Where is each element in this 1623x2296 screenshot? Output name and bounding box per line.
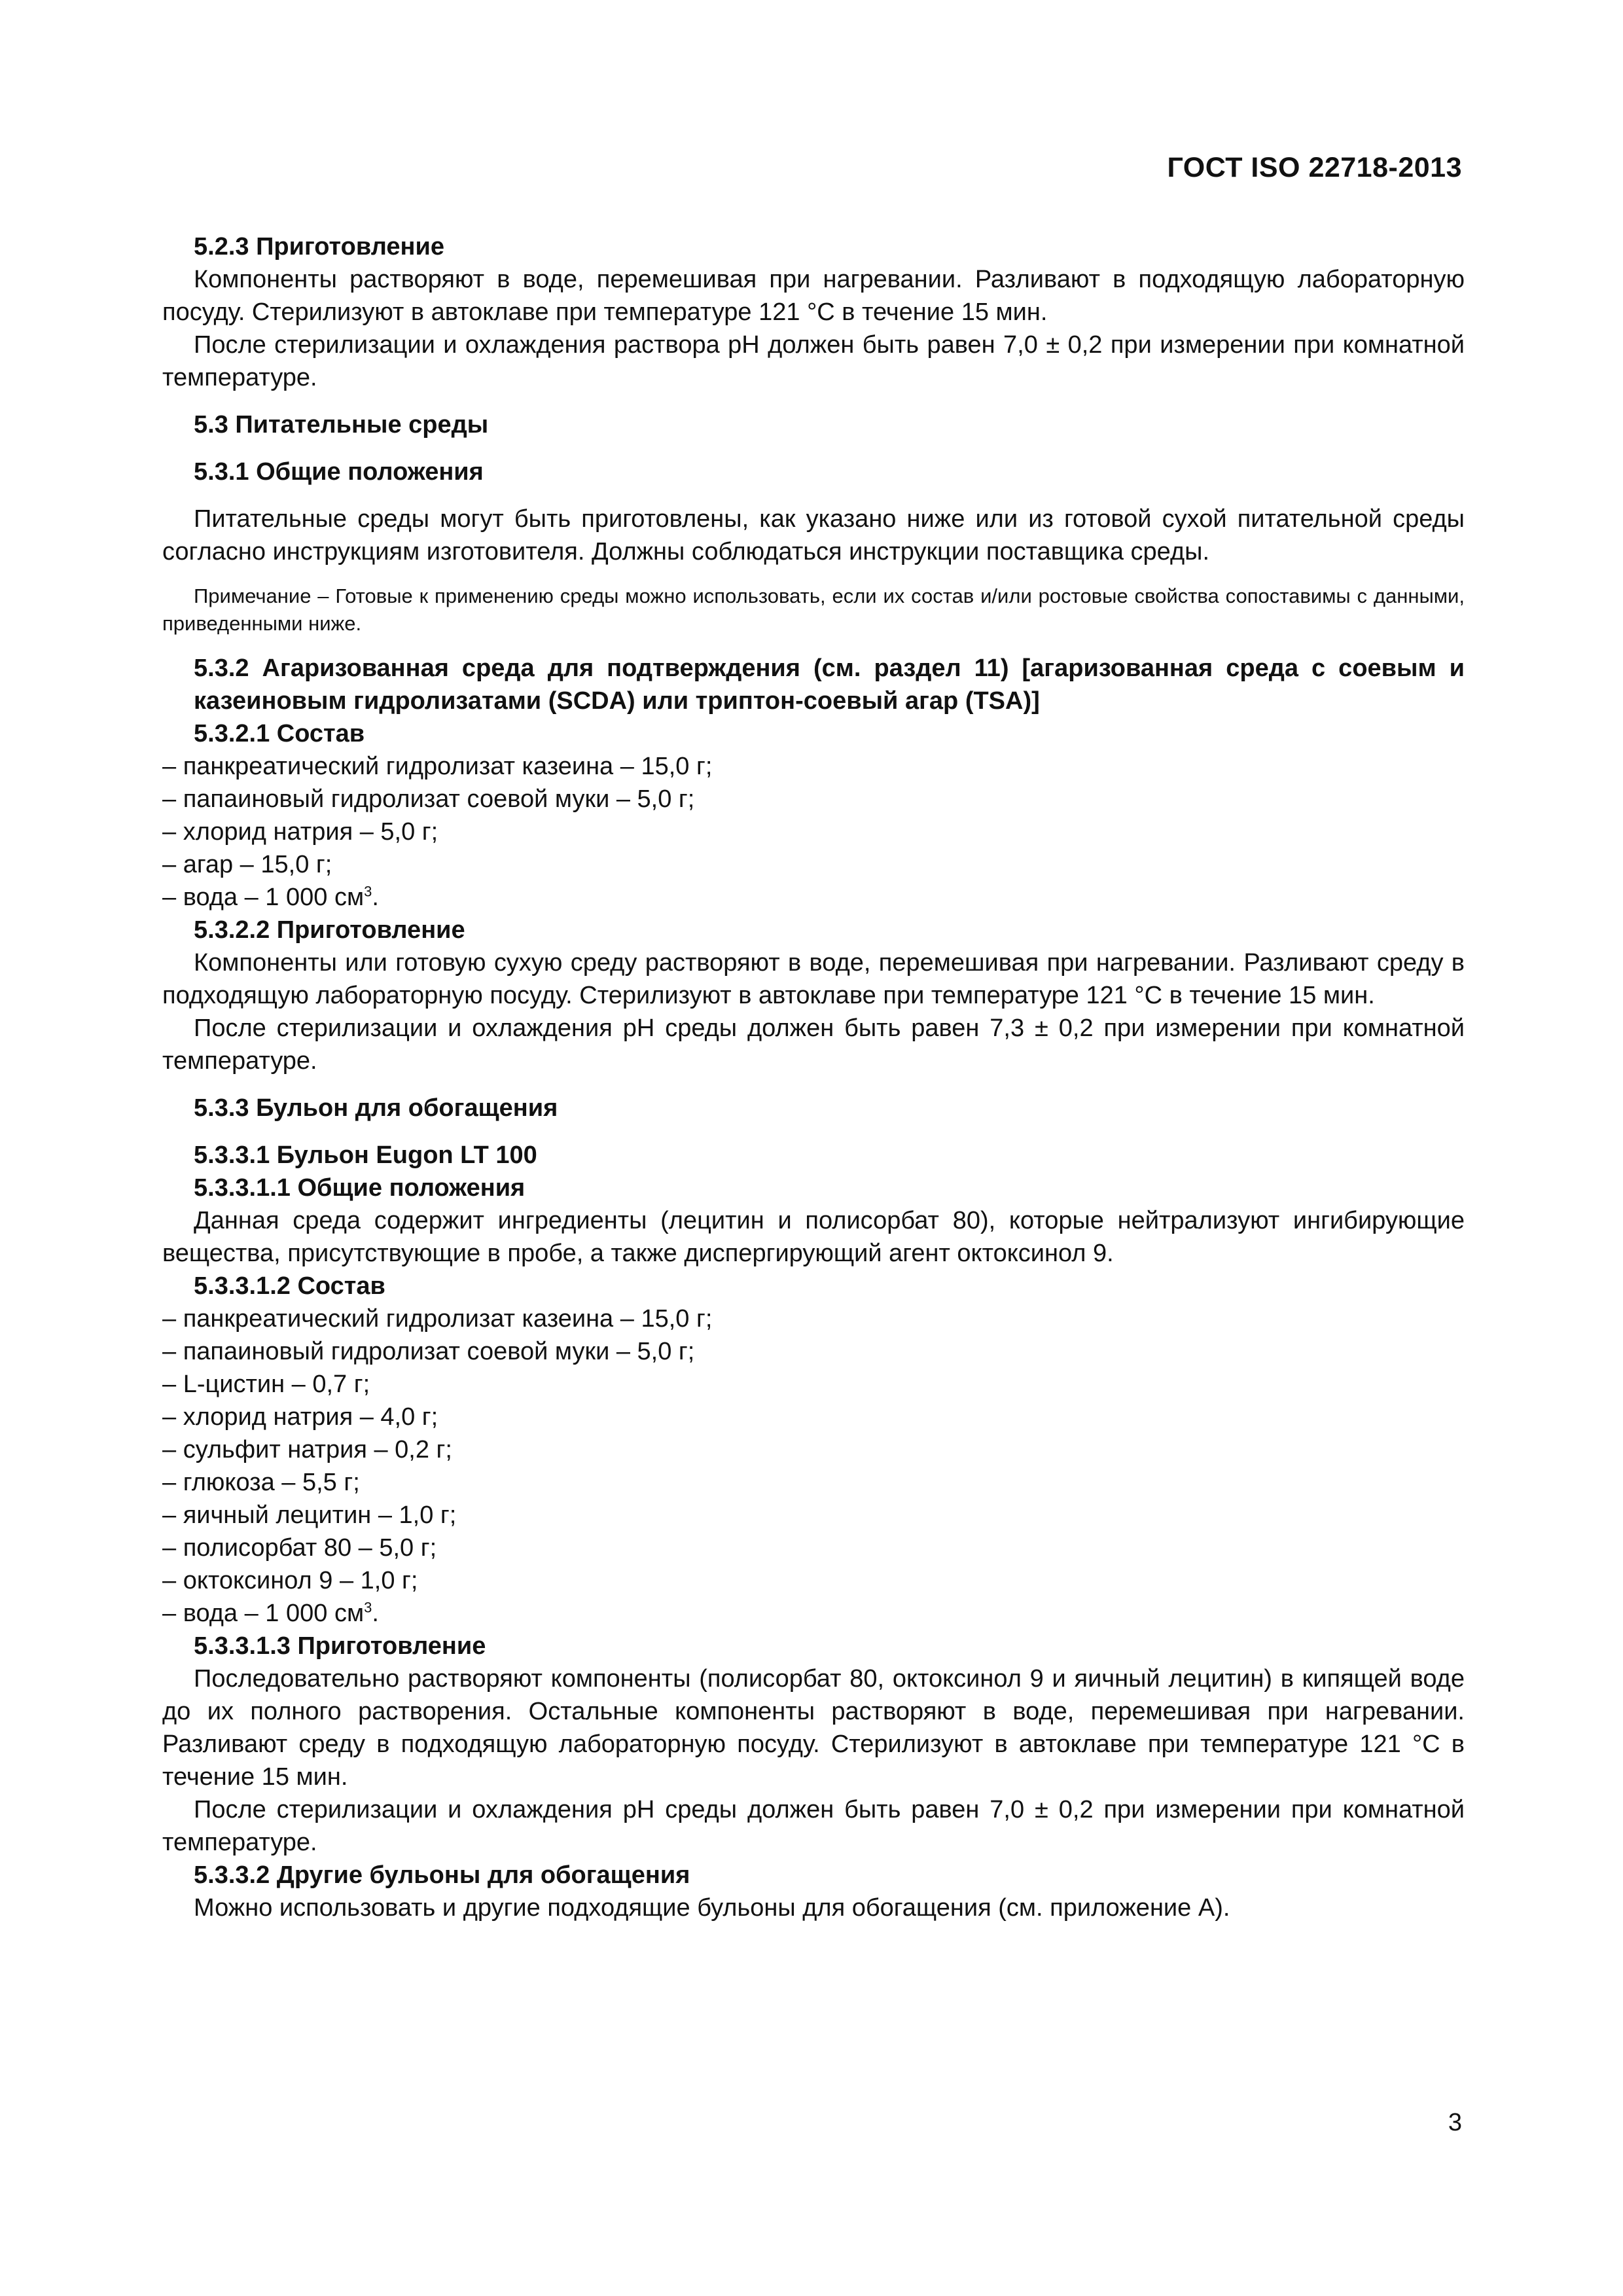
heading-5-3-3-1-3: 5.3.3.1.3 Приготовление [194, 1632, 486, 1660]
document-id-header: ГОСТ ISO 22718-2013 [1167, 152, 1462, 183]
note [162, 583, 1465, 637]
heading-5-3-2-2: 5.3.2.2 Приготовление [194, 916, 465, 944]
paragraph: После стерилизации и охлаждения pH среды должен быть равен 7,0 ± 0,2 при измерении при комнатной температуре. [162, 1796, 1465, 1856]
heading-5-3-2-1: 5.3.2.1 Состав [194, 720, 365, 747]
paragraph: Компоненты растворяют в воде, перемешивая при нагревании. Разливают в подходящую лабораторную посуду. Стерилизуют в автоклаве при температуре 121 °С в течение 15 мин. [162, 266, 1465, 326]
heading-5-3: 5.3 Питательные среды [194, 411, 489, 439]
list-item: – хлорид натрия – 5,0 г; [162, 818, 438, 846]
list-item: – сульфит натрия – 0,2 г; [162, 1436, 452, 1463]
list-item-end: . [372, 1600, 379, 1627]
list-item: – L-цистин – 0,7 г; [162, 1371, 370, 1398]
list-item-text: – вода – 1 000 см [162, 884, 365, 911]
heading-5-3-2: 5.3.2 Агаризованная среда для подтверждения (см. раздел 11) [агаризованная среда с соевым и казеиновым гидролизатами (SCDA) или триптон-соевый агар (TSA)] [194, 655, 1465, 715]
heading-5-3-1: 5.3.1 Общие положения [194, 458, 484, 486]
paragraph: После стерилизации и охлаждения pH среды должен быть равен 7,3 ± 0,2 при измерении при комнатной температуре. [162, 1014, 1465, 1075]
list-item: – полисорбат 80 – 5,0 г; [162, 1534, 437, 1562]
superscript: 3 [364, 1599, 372, 1616]
heading-5-3-3-1-2: 5.3.3.1.2 Состав [194, 1272, 385, 1300]
list-item: – папаиновый гидролизат соевой муки – 5,0 г; [162, 1338, 695, 1365]
list-item: – хлорид натрия – 4,0 г; [162, 1403, 438, 1431]
heading-5-3-3-1: 5.3.3.1 Бульон Eugon LT 100 [194, 1141, 537, 1169]
document-body [162, 230, 1465, 1924]
list-item: – яичный лецитин – 1,0 г; [162, 1501, 457, 1529]
list-item: – папаиновый гидролизат соевой муки – 5,0 г; [162, 785, 695, 813]
heading-5-2-3: 5.2.3 Приготовление [194, 233, 444, 260]
list-item: – панкреатический гидролизат казеина – 15,0 г; [162, 1305, 713, 1333]
superscript: 3 [364, 883, 372, 900]
heading-5-3-3-1-1: 5.3.3.1.1 Общие положения [194, 1174, 526, 1202]
paragraph: Компоненты или готовую сухую среду растворяют в воде, перемешивая при нагревании. Разливают среду в подходящую лабораторную посуду. Стерилизуют в автоклаве при температуре 121 °С в течение 15 мин. [162, 949, 1465, 1009]
paragraph: Питательные среды могут быть приготовлены, как указано ниже или из готовой сухой питательной среды согласно инструкциям изготовителя. Должны соблюдаться инструкции поставщика среды. [162, 505, 1465, 565]
paragraph: Можно использовать и другие подходящие бульоны для обогащения (см. приложение А). [194, 1894, 1230, 1922]
paragraph: После стерилизации и охлаждения раствора pH должен быть равен 7,0 ± 0,2 при измерении при комнатной температуре. [162, 331, 1465, 391]
list-item-text: – вода – 1 000 см [162, 1600, 365, 1627]
heading-5-3-3: 5.3.3 Бульон для обогащения [194, 1094, 558, 1122]
list-item-end: . [372, 884, 379, 911]
list-item: – глюкоза – 5,5 г; [162, 1469, 360, 1496]
list-item: – агар – 15,0 г; [162, 851, 332, 878]
paragraph: Данная среда содержит ингредиенты (лецитин и полисорбат 80), которые нейтрализуют ингибирующие вещества, присутствующие в пробе, а также диспергирующий агент октоксинол 9. [162, 1207, 1465, 1267]
note-label: Примечание [194, 584, 312, 607]
list-item [162, 1597, 1465, 1630]
list-item: – октоксинол 9 – 1,0 г; [162, 1567, 418, 1594]
page-number: 3 [1448, 2109, 1462, 2136]
paragraph: Последовательно растворяют компоненты (полисорбат 80, октоксинол 9 и яичный лецитин) в кипящей воде до их полного растворения. Остальные компоненты растворяют в воде, перемешивая при нагревании. Разливают среду в подходящую лабораторную посуду. Стерилизуют в автоклаве при температуре 121 °С в течение 15 мин. [162, 1665, 1465, 1791]
list-item: – панкреатический гидролизат казеина – 15,0 г; [162, 753, 713, 780]
list-item [162, 881, 1465, 914]
heading-5-3-3-2: 5.3.3.2 Другие бульоны для обогащения [194, 1861, 690, 1889]
note-text: – Готовые к применению среды можно использовать, если их состав и/или ростовые свойства сопоставимы с данными, приведенными ниже. [162, 584, 1465, 635]
